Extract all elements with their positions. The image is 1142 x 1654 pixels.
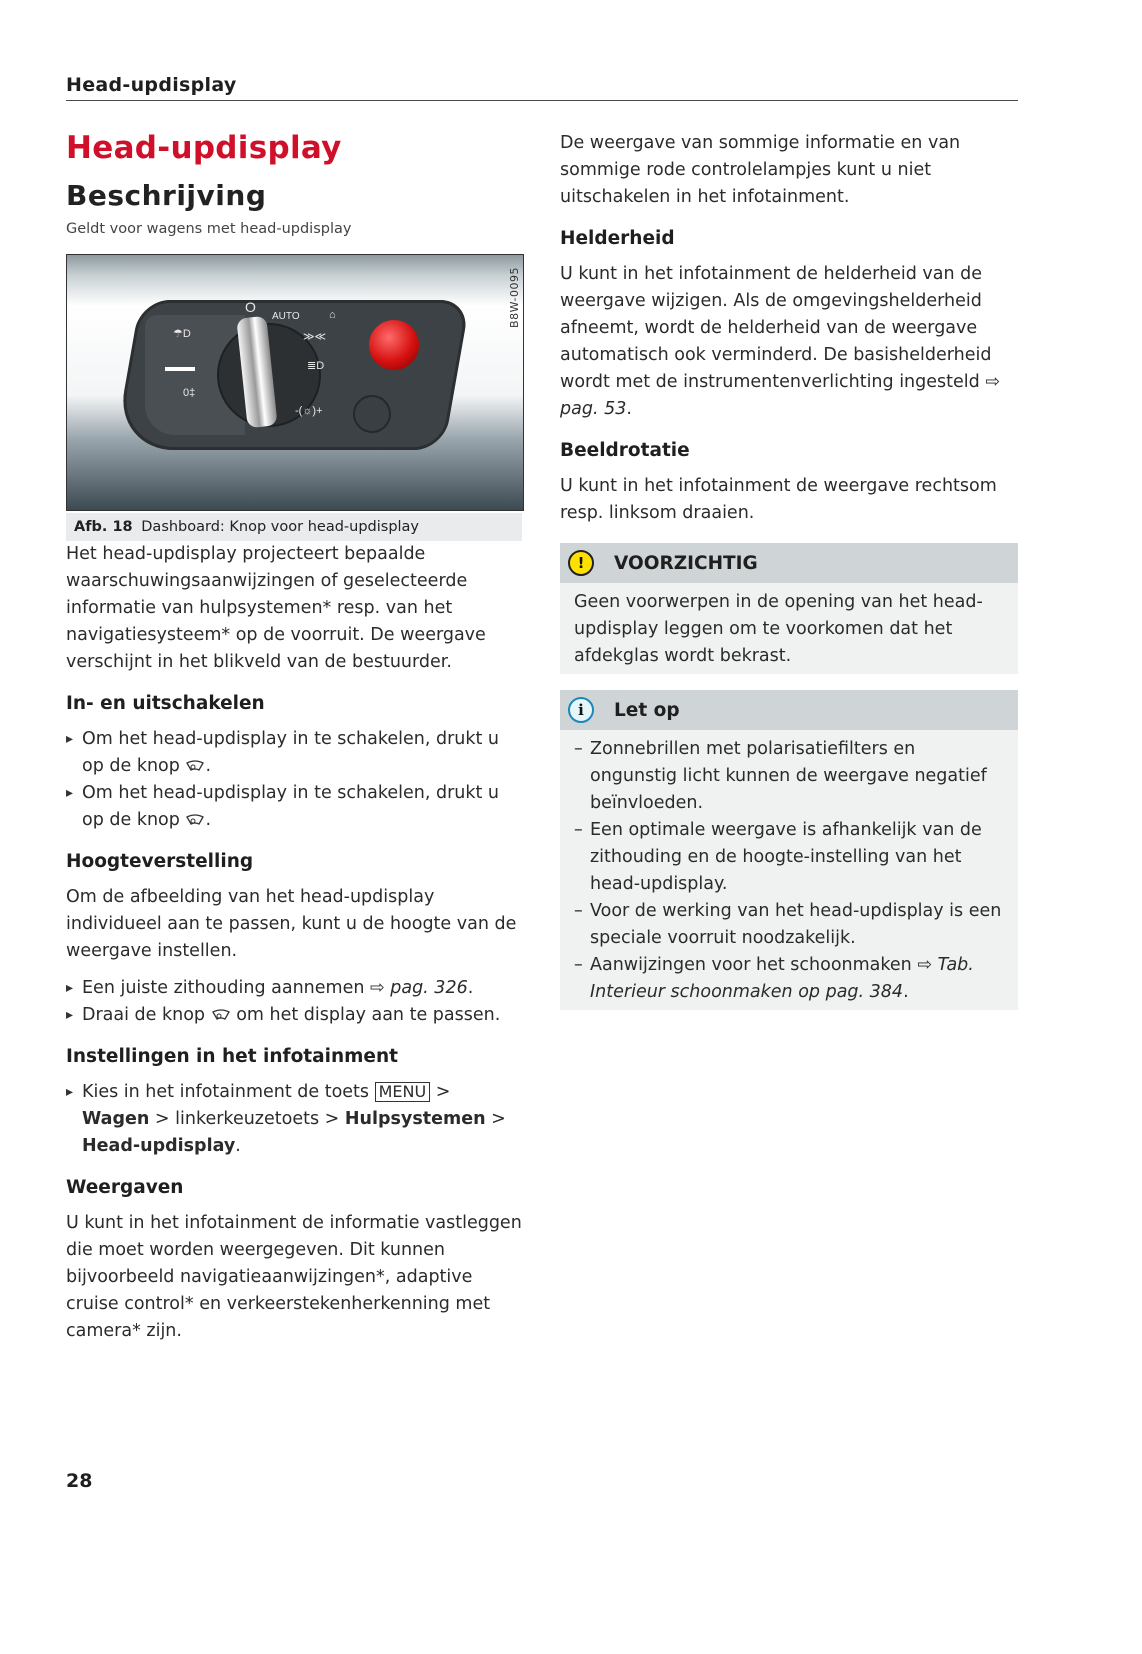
front-fog-light-icon: ☂D [173,327,191,340]
step-item: ▸ Draai de knop om het display aan te passen. [66,1002,522,1029]
right-column [560,130,1018,1010]
note-list [574,736,1004,1006]
rotation-paragraph: U kunt in het infotainment de weergave rechtsom resp. linksom draaien. [560,476,997,523]
page-reference-link[interactable]: ⇨ pag. 326 [370,977,468,998]
height-paragraph: Om de afbeelding van het head-updisplay individueel aan te passen, kunt u de hoogte van de weergave instellen. [66,886,517,961]
menu-path-wagen: Wagen [82,1108,150,1129]
menu-path-left-key: linkerkeuzetoets [175,1108,320,1129]
chapter-title: Head-updisplay [66,130,342,166]
note-item: – Voor de werking van het head-updisplay is een speciale voorruit noodzakelijk. [574,898,1004,952]
page-number: 28 [66,1470,93,1492]
table-reference-link[interactable]: ⇨ Tab. Interieur schoonmaken op pag. 384 [590,955,974,1002]
heading-on-off: In- en uitschakelen [66,692,265,714]
auto-symbol: AUTO [272,310,300,322]
rear-fog-light-icon: 0‡ [183,386,196,399]
caution-text: Geen voorwerpen in de opening van het head-updisplay leggen om te voorkomen dat het afdekglas wordt bekrast. [574,592,983,666]
note-title: Let op [614,699,680,721]
note-item: – Aanwijzingen voor het schoonmaken ⇨ Tab. Interieur schoonmaken op pag. 384. [574,952,1004,1006]
views-paragraph: U kunt in het infotainment de informatie vastleggen die moet worden weergegeven. Dit kunnen bijvoorbeeld navigatieaanwijzingen*, adaptive cruise control* en verkeerstekenherkenning met camera* zijn. [66,1212,522,1341]
caution-title: VOORZICHTIG [614,552,758,574]
note-item: – Zonnebrillen met polarisatiefilters en ongunstig licht kunnen de weergave negatief beïnvloeden. [574,736,1004,817]
brightness-symbol: -(☼)+ [295,404,323,417]
figure-caption-text: Dashboard: Knop voor head-updisplay [141,518,420,535]
on-off-steps [66,726,522,834]
off-symbol: O [245,298,256,315]
page-reference-link[interactable]: ⇨ pag. 53 [560,372,1000,419]
section-title: Beschrijving [66,179,267,213]
height-steps [66,975,522,1029]
hud-button-icon [211,1009,231,1021]
parking-light-icon: ≫≪ [303,330,327,343]
heading-views: Weergaven [66,1176,184,1198]
round-button [353,395,391,433]
brightness-paragraph: U kunt in het infotainment de helderheid van de weergave wijzigen. Als de omgevingshelderheid afneemt, wordt de helderheid van de weergave automatisch ook verminderd. De basishelderheid wordt met de instrumentenverlichting ingesteld ⇨ pag. 53. [560,264,1000,419]
heading-image-rotation: Beeldrotatie [560,440,690,461]
step-item: ▸ Kies in het infotainment de toets MENU > Wagen > linkerkeuzetoets > Hulpsystemen > Head-updisplay. [66,1079,522,1160]
menu-key: MENU [375,1082,431,1102]
step-item: ▸ Om het head-updisplay in te schakelen, drukt u op de knop . [66,726,522,780]
infotainment-steps [66,1079,522,1160]
note-header [560,690,1018,730]
left-column [66,130,522,1345]
note-item: – Een optimale weergave is afhankelijk van de zithouding en de hoogte-instelling van het head-updisplay. [574,817,1004,898]
hud-button-icon [185,814,205,826]
heading-brightness: Helderheid [560,228,675,249]
step-item: ▸ Een juiste zithouding aannemen ⇨ pag. 326. [66,975,522,1002]
heading-height-adjustment: Hoogteverstelling [66,850,254,872]
warning-icon: ! [568,550,594,576]
intro-paragraph: Het head-updisplay projecteert bepaalde waarschuwingsaanwijzingen of geselecteerde informatie van hulpsystemen* resp. van het navigatiesysteem* op de voorruit. De weergave verschijnt in het blikveld van de bestuurder. [66,543,486,672]
running-header: Head-updisplay [66,74,1018,101]
head-up-display-button [369,320,419,370]
step-item: ▸ Om het head-updisplay in te schakelen, drukt u op de knop . [66,780,522,834]
caution-header [560,543,1018,583]
head-up-display-icon: ⌂ [329,308,336,321]
indicator-bar [165,367,195,371]
info-icon: i [568,697,594,723]
figure-caption [66,513,522,541]
figure-code: B8W-0095 [508,266,521,328]
dashboard-light-switch-figure [66,254,524,511]
hud-button-icon [185,760,205,772]
applies-to-note: Geldt voor wagens met head-updisplay [66,220,352,237]
menu-path-head-up-display: Head-updisplay [82,1135,236,1156]
low-beam-icon: ≣D [307,359,325,372]
figure-caption-label: Afb. 18 [74,518,133,535]
note-box [560,690,1018,1010]
heading-infotainment-settings: Instellingen in het infotainment [66,1045,398,1067]
caution-box [560,543,1018,674]
right-intro-paragraph: De weergave van sommige informatie en van sommige rode controlelampjes kunt u niet uitschakelen in het infotainment. [560,133,961,207]
menu-path-assist-systems: Hulpsystemen [344,1108,486,1129]
